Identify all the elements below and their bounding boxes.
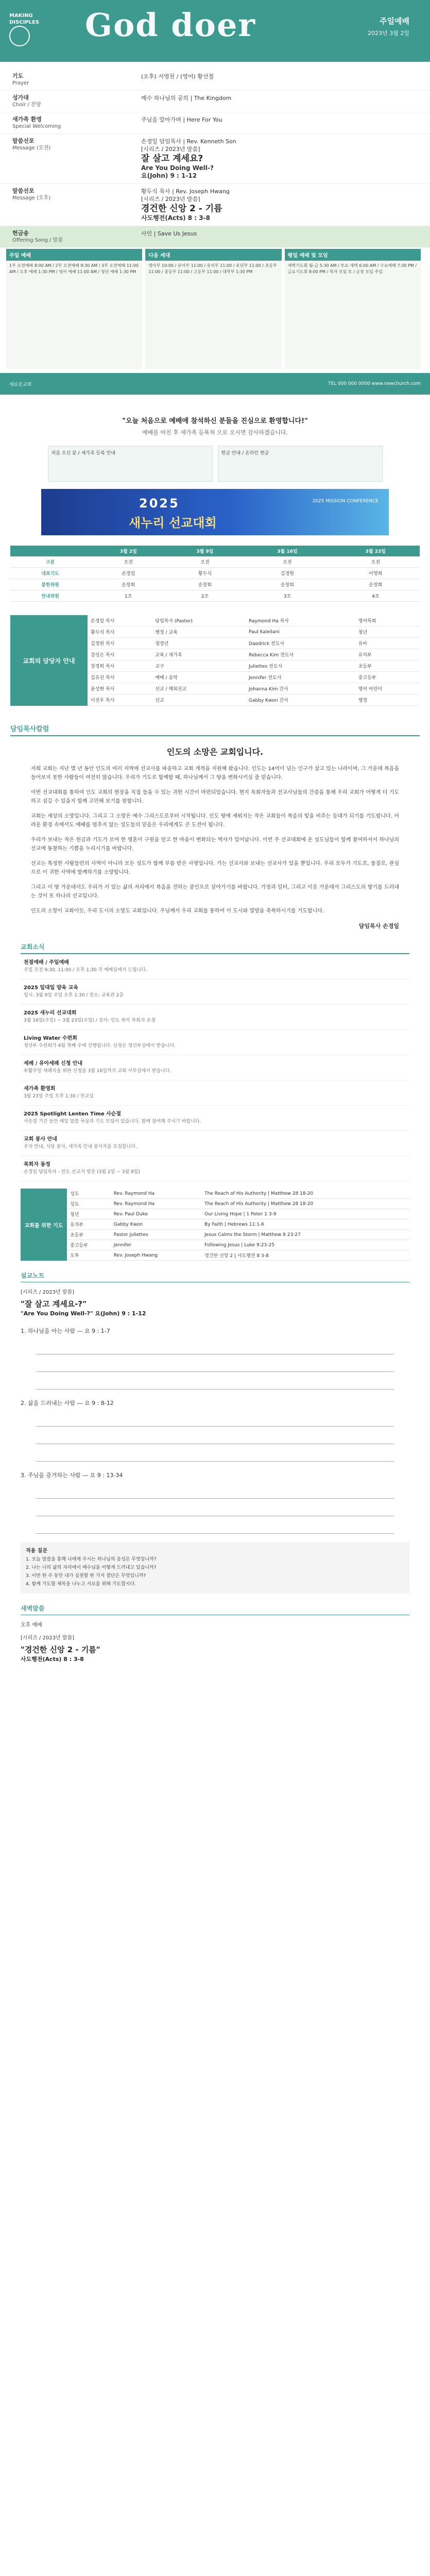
list-item: 새가족 환영회 3월 23일 주일 오후 1:30 / 친교실: [21, 1080, 409, 1106]
staff-directory: 교회의 담당자 안내 손경일 목사 담임목사 (Pastor) Raymond Ha 목사 영어목회 황두식 목사 행정 / 교육 Paul Kaleilani 청년 김정원 목사 청장년 Daedrick 전도사 유아 강성은 목사 교육 / 새가족 Rebecca Kim 전도사 유치부 장경희 목사 교구 Juliettes 전도사 초등부 김유진 목사 예배 / 음악 Jennifer 전도사 중고등부 윤성현 목사 선교 / 해외선교 Johanna Kim 간사 영어 어린이 이진우 목사 선교 Gabby Kwon 간사 행정: [0, 607, 430, 714]
grid-column: 평일 예배 및 모임 새벽기도회 월-금 5:30 AM / 토요 새벽 6:00 AM / 수요예배 7:30 PM / 금요기도회 8:00 PM / 목자 모임 토 / 순장 모임 주일: [285, 249, 424, 369]
logo-text: God doer: [85, 6, 256, 44]
tagline-line2: DISCIPLES: [9, 20, 40, 25]
service-schedule: [0, 540, 430, 607]
prayer-schedule: 교회를 위한 기도 성도 Rev. Raymond Ha The Reach of His Authority | Matthew 28 18-20 성도 Rev. Raymond Ha The Reach of His Authority | Matthew 28 18-20 청년 Rev. Paul Duke Our Living Hope | 1 Peter 1 3-9 유치부 Gabby Kwon By Faith | Hebrews 11:1-6 초등부 Pastor Juliettes Jesus Calms the Storm | Matthew 8 23-27 중고등부 Jennifer Following Jesus | Luke 9:23-25 오후 Rev. Joseph Hwang 경건한 신앙 2 | 사도행전 8 3-8: [21, 1189, 409, 1261]
table-row: 초등부 Pastor Juliettes Jesus Calms the Storm | Matthew 8 23-27: [67, 1230, 409, 1240]
note-line[interactable]: [36, 1499, 394, 1516]
table-row: 성도 Rev. Raymond Ha The Reach of His Authority | Matthew 28 18-20: [67, 1189, 409, 1199]
bulletin-date: 2023년 3월 2일: [368, 30, 409, 37]
worship-row: 성가대 Choir / 찬양 예수 하나님의 공의 | The Kingdom: [0, 91, 430, 112]
list-item: 세례 / 유아세례 신청 안내 부활주일 세례식을 위한 신청을 3월 16일까지 교회 사무실에서 받습니다.: [21, 1055, 409, 1080]
sermon-notes: 설교노트 [시리즈 / 2023년 말씀] "잘 살고 계세요-?" "Are You Doing Well-?" 요(John) 9 : 1-12 1. 하나님을 아는 사람 ― 요 9 : 1-7 2. 삶을 드러내는 사람 ― 요 9 : 8-12 3. 주님을 증거하는 사람 ― 요 9 : 13-34 적용 질문 1. 오늘 말씀을 통해 나에게 주시는 하나님의 음성은 무엇입니까? 2. 나는 나의 삶의 자리에서 예수님을 어떻게 드러내고 있습니까? 3. 이번 한 주 동안 내가 실천할 한 가지 결단은 무엇입니까? 4. 함께 기도할 제목을 나누고 서로를 위해 기도합시다.: [21, 1271, 409, 1594]
welcome-intro: "오늘 처음으로 예배에 참석하신 분들을 진심으로 환영합니다!" 예배를 마친 후 새가족 등록처 으로 오시면 감사하겠습니다.: [122, 417, 308, 436]
table-row: 성도 Rev. Raymond Ha The Reach of His Authority | Matthew 28 18-20: [67, 1199, 409, 1209]
table-row: 청년 Rev. Paul Duke Our Living Hope | 1 Peter 1 3-9: [67, 1209, 409, 1219]
note-line[interactable]: [36, 1337, 394, 1354]
list-item: 교회 봉사 안내 주차 안내, 식당 봉사, 새가족 안내 봉사자를 모집합니다.: [21, 1131, 409, 1156]
table-row: 김유진 목사 예배 / 음악 Jennifer 전도사 중고등부: [88, 672, 420, 683]
offering-card[interactable]: 헌금 안내 / 온라인 헌금: [218, 446, 383, 482]
notes-heading-pm: "경건한 신앙 2 - 기름": [21, 1645, 100, 1654]
table-row: 안내위원 1조 2조 3조 4조: [10, 590, 420, 602]
order-of-worship: [0, 62, 430, 248]
mission-conference-banner[interactable]: 2025 새누리 선교대회 2025 MISSION CONFERENCE: [41, 489, 389, 535]
worship-row-sermon-pm: 말씀선포 Message (오후) 황두식 목사 | Rev. Joseph Hwang [시리즈 / 2023년 말씀] 경건한 신앙 2 - 기름 사도행전(Acts) 8 : 3-8: [0, 184, 430, 226]
service-times-grid: [0, 249, 430, 369]
worship-row: 기도 Prayer (오후) 서영천 / (영어) 황선철: [0, 69, 430, 91]
note-line[interactable]: [36, 1372, 394, 1389]
table-row: 강성은 목사 교육 / 새가족 Rebecca Kim 전도사 유치부: [88, 649, 420, 660]
note-line[interactable]: [36, 1444, 394, 1462]
list-item: 2025 일대일 양육 교육 일시: 3월 9일 주일 오후 1:30 / 장소: 교육관 2층: [21, 979, 409, 1005]
church-logo-icon: [9, 26, 30, 46]
sermon-notes-pm: 새벽말씀 오후 예배 [시리즈 / 2023년 말씀] "경건한 신앙 2 - 기름" 사도행전(Acts) 8 : 3-8: [21, 1604, 409, 1663]
table-row: 오후 Rev. Joseph Hwang 경건한 신앙 2 | 사도행전 8 3-8: [67, 1250, 409, 1261]
column-signature: 담임목사 손경일: [358, 923, 399, 929]
church-tagline: [9, 12, 39, 26]
announcements: 교회소식 천절예배 / 주일예배 주일 오전 9:30, 11:00 / 오후 1:30 각 예배실에서 드립니다. 2025 일대일 양육 교육 일시: 3월 9일 주일 오후 1:30 / 장소: 교육관 2층 2025 새누리 선교대회 3월 16일(주일) ~ 3월 23일(주일) / 강사: 인도 현지 목회자 초청 Living Water 수련회 청년부 수련회가 4월 첫째 주에 진행됩니다. 신청은 청년부실에서 받습니다. 세례 / 유아세례 신청 안내 부활주일 세례식을 위한 신청을 3월 16일까지 교회 사무실에서 받습니다. 새가족 환영회 3월 23일 주일 오후 1:30 / 친교실 2025 Spotlight Lenten Time 사순절 사순절 기간 동안 매일 말씀 묵상과 기도 모임이 있습니다. 함께 참여해 주시기 바랍니다. 교회 봉사 안내 주차 안내, 식당 봉사, 새가족 안내 봉사자를 모집합니다. 목회자 동정 손경일 담임목사 - 인도 선교지 방문 (3월 2일 ~ 3월 9일): [21, 942, 409, 1181]
header-banner: [0, 0, 430, 62]
table-row: 김정원 목사 청장년 Daedrick 전도사 유아: [88, 638, 420, 649]
table-row: 봉헌위원 순장회 순장회 순장회 순장회: [10, 579, 420, 590]
list-item: 2025 Spotlight Lenten Time 사순절 사순절 기간 동안 매일 말씀 묵상과 기도 모임이 있습니다. 함께 참여해 주시기 바랍니다.: [21, 1106, 409, 1131]
newcomer-card[interactable]: 처음 오신 분 / 새가족 등록 안내: [48, 446, 213, 482]
table-row: 구분 오전 오전 오전 오전: [10, 556, 420, 568]
note-line[interactable]: [36, 1354, 394, 1372]
note-line[interactable]: [36, 1427, 394, 1444]
offering-cards: [0, 442, 430, 484]
column-heading: 인도의 소망은 교회입니다.: [166, 747, 264, 757]
table-row: 유치부 Gabby Kwon By Faith | Hebrews 11:1-6: [67, 1219, 409, 1230]
list-item: 2025 새누리 선교대회 3월 16일(주일) ~ 3월 23일(주일) / 강사: 인도 현지 목회자 초청: [21, 1005, 409, 1030]
list-item: 천절예배 / 주일예배 주일 오전 9:30, 11:00 / 오후 1:30 각 예배실에서 드립니다.: [21, 954, 409, 979]
worship-row: 새가족 환영 Special Welcoming 주님을 알아가며 | Here For You: [0, 112, 430, 134]
table-row: 대표기도 손경일 황두식 김정원 이영희: [10, 568, 420, 579]
pastor-column: 인도의 소망은 교회입니다. 저희 교회는 지난 몇 년 동안 인도의 여러 지역에 선교사를 파송하고 교회 개척을 지원해 왔습니다. 인도는 14억이 넘는 인구가 살고 있는 나라이며, 그 가운데 복음을 들어보지 못한 사람들이 여전히 많습니다. 우리가 기도로 함께할 때, 하나님께서 그 땅을 변화시키실 줄 믿습니다. 이번 선교대회를 통하여 인도 교회의 현장을 직접 들을 수 있는 귀한 시간이 마련되었습니다. 현지 목회자들과 선교사님들의 간증을 통해 우리 교회가 어떻게 더 기도하고 섬길 수 있을지 함께 고민해 보기를 원합니다. 교회는 세상의 소망입니다. 그리고 그 소망은 예수 그리스도로부터 시작됩니다. 인도 땅에 세워지는 작은 교회들이 복음의 빛을 비추는 등대가 되기를 기도합니다. 어려운 환경 속에서도 예배를 멈추지 않는 성도들의 믿음은 우리에게도 큰 도전이 됩니다. 우리가 보내는 작은 헌금과 기도가 모여 한 영혼이 구원을 얻고 한 마을이 변화되는 역사가 일어납니다. 이번 주 선교대회에 온 성도님들이 함께 참여하셔서 하나님의 선교에 동참하는 기쁨을 누리시기를 바랍니다. 선교는 특정한 사람들만의 사역이 아니라 모든 성도가 함께 부름 받은 사명입니다. 가는 선교사와 보내는 선교사가 있을 뿐입니다. 우리 모두가 기도로, 물질로, 관심으로 이 귀한 사역에 함께하기를 소망합니다. 그리고 이 땅 가운데서도 우리가 서 있는 삶의 자리에서 복음을 전하는 증인으로 살아가기를 바랍니다. 가정과 일터, 그리고 이웃 가운데서 그리스도의 향기를 드러내는 것이 또 하나의 선교입니다. 인도의 소망이 교회이듯, 우리 도시의 소망도 교회입니다. 주님께서 우리 교회를 통하여 이 도시와 열방을 축복하시기를 기도합니다. 담임목사 손경일: [0, 736, 430, 935]
worship-row-offering: 헌금송 Offering Song / 말씀 사인 | Save Us Jesus: [0, 226, 430, 248]
table-row: 중고등부 Jennifer Following Jesus | Luke 9:23-25: [67, 1240, 409, 1250]
worship-row-sermon-am: 말씀선포 Message (오전) 손경일 담임목사 | Rev. Kenneth Son [시리즈 / 2023년 말씀] 잘 살고 계세요? Are You Doing Well-? 요(John) 9 : 1-12: [0, 134, 430, 184]
notes-heading: "잘 살고 계세요-?": [21, 1299, 87, 1309]
note-line[interactable]: [36, 1481, 394, 1499]
sermon-title-pm: 경건한 신앙 2 - 기름: [141, 204, 222, 214]
tagline-line1: MAKING: [9, 13, 33, 19]
list-item: Living Water 수련회 청년부 수련회가 4월 첫째 주에 진행됩니다. 신청은 청년부실에서 받습니다.: [21, 1030, 409, 1055]
sermon-title: 잘 살고 계세요?: [141, 154, 203, 164]
contact-band: 새로운교회 TEL 000 000 0000 www.newchurch.com: [0, 373, 430, 395]
table-row: 윤성현 목사 선교 / 해외선교 Johanna Kim 간사 영어 어린이: [88, 683, 420, 694]
list-item: 목회자 동정 손경일 담임목사 - 인도 선교지 방문 (3월 2일 ~ 3월 9일): [21, 1156, 409, 1181]
table-row: 이진우 목사 선교 Gabby Kwon 간사 행정: [88, 694, 420, 706]
weekly-label: 주일예배: [380, 16, 409, 26]
table-row: 황두식 목사 행정 / 교육 Paul Kaleilani 청년: [88, 626, 420, 638]
table-row: 장경희 목사 교구 Juliettes 전도사 초등부: [88, 660, 420, 672]
application-questions: 적용 질문 1. 오늘 말씀을 통해 나에게 주시는 하나님의 음성은 무엇입니까? 2. 나는 나의 삶의 자리에서 예수님을 어떻게 드러내고 있습니까? 3. 이번 한 주 동안 내가 실천할 한 가지 결단은 무엇입니까? 4. 함께 기도할 제목을 나누고 서로를 위해 기도합시다.: [21, 1542, 409, 1594]
section-title-column: 담임목사칼럼: [10, 714, 420, 736]
table-row: 손경일 목사 담임목사 (Pastor) Raymond Ha 목사 영어목회: [88, 615, 420, 626]
grid-column: 주일 예배 1부 오전예배 8:00 AM / 2부 오전예배 9:30 AM / 3부 오전예배 11:00 AM / 오후 예배 1:30 PM / 영어 예배 11:00 AM / 청년 예배 1:30 PM: [6, 249, 145, 369]
schedule-table: 3월 2일 3월 9일 3월 16일 3월 23일 구분 오전 오전 오전 오전 대표기도 손경일 황두식 김정원 이영희 봉헌위원 순장회 순장회 순장회 순장회 안내위원 1조 2조 3조 4조: [10, 546, 420, 602]
note-line[interactable]: [36, 1409, 394, 1427]
grid-column: 다음 세대 영아부 10:00 / 유아부 11:00 / 유치부 11:00 / 유년부 11:00 / 초등부 11:00 / 중등부 11:00 / 고등부 11:00 / 대학부 1:30 PM: [145, 249, 284, 369]
note-line[interactable]: [36, 1516, 394, 1534]
